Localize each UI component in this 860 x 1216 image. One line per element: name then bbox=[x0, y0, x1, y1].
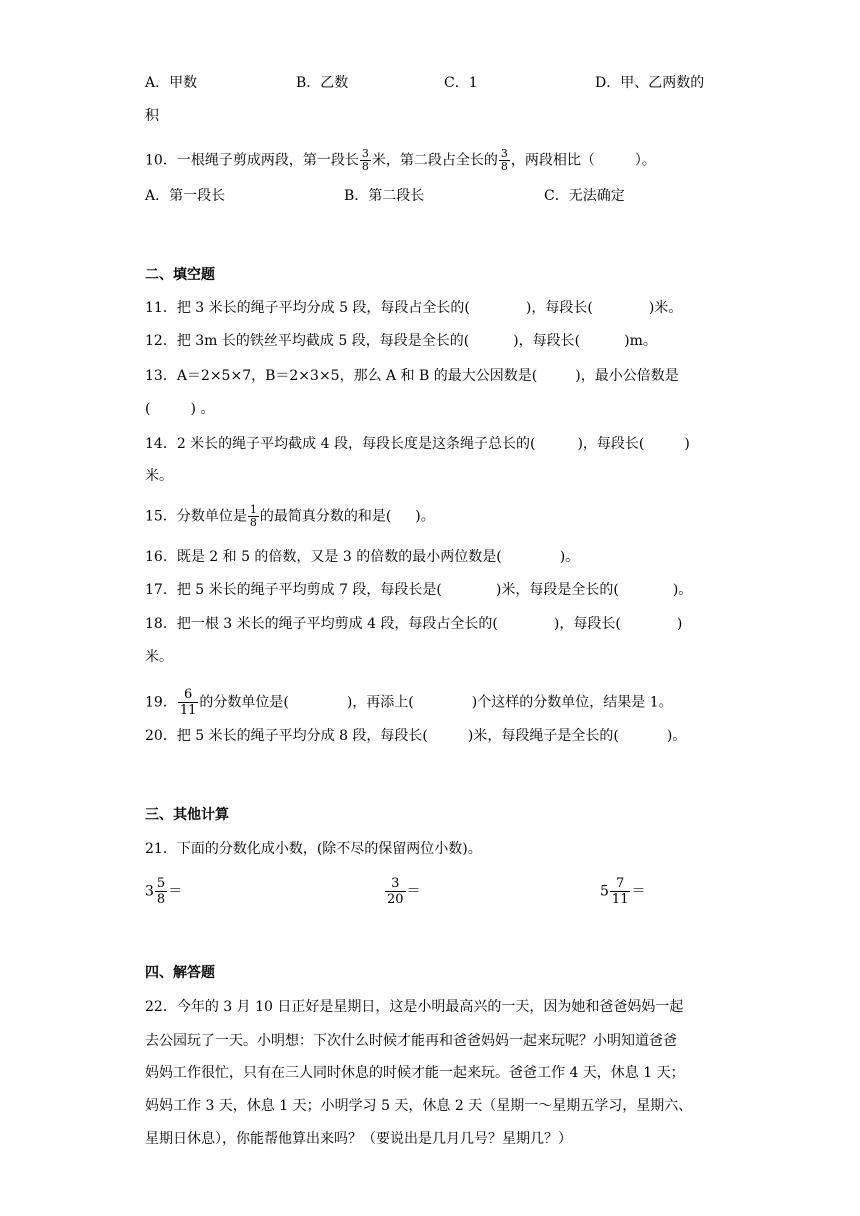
expression-2: $\frac{3}{20}$ ＝ bbox=[387, 876, 421, 907]
question-13: 13．A＝2×5×7，B＝2×3×5，那么 A 和 B 的最大公因数是( )，最小公倍数是 bbox=[145, 368, 679, 384]
fraction: $\frac{1}{8}$ bbox=[249, 503, 257, 529]
section-3-title: 三、其他计算 bbox=[145, 807, 229, 823]
expression-3: 5 $\frac{7}{11}$ ＝ bbox=[600, 876, 646, 907]
question-22-line-5: 星期日休息），你能帮他算出来吗？（要说出是几月几号？星期几？） bbox=[145, 1131, 572, 1147]
question-14-wrap: 米。 bbox=[145, 468, 173, 484]
question-15: 15．分数单位是 $\frac{1}{8}$ 的最简真分数的和是( )。 bbox=[145, 503, 435, 529]
question-21: 21．下面的分数化成小数，(除不尽的保留两位小数)。 bbox=[145, 841, 482, 857]
question-22-line-3: 妈妈工作很忙，只有在三人同时休息的时候才能一起来玩。爸爸工作 4 天，休息 1 天； bbox=[145, 1065, 685, 1081]
fraction: $\frac{3}{8}$ bbox=[500, 147, 508, 173]
question-18: 18．把一根 3 米长的绳子平均剪成 4 段，每段占全长的( )，每段长( ) bbox=[145, 616, 683, 632]
fraction: $\frac{6}{11}$ bbox=[179, 687, 197, 718]
fraction: $\frac{5}{8}$ bbox=[156, 876, 166, 907]
question-17: 17．把 5 米长的绳子平均剪成 7 段，每段长是( )米，每段是全长的( )。 bbox=[145, 582, 693, 598]
question-18-wrap: 米。 bbox=[145, 649, 173, 665]
question-13-wrap: ( ) 。 bbox=[145, 401, 215, 417]
fraction: $\frac{3}{8}$ bbox=[361, 147, 369, 173]
fraction: $\frac{7}{11}$ bbox=[611, 876, 629, 907]
question-22-line-1: 22．今年的 3 月 10 日正好是星期日，这是小明最高兴的一天，因为她和爸爸妈妈一起 bbox=[145, 999, 684, 1015]
q10-option-b: B．第二段长 bbox=[344, 188, 425, 204]
question-11: 11．把 3 米长的绳子平均分成 5 段，每段占全长的( )，每段长( )米。 bbox=[145, 300, 683, 316]
q9-option-c: C．1 bbox=[444, 75, 478, 91]
q9-option-b: B．乙数 bbox=[296, 75, 349, 91]
question-22-line-2: 去公园玩了一天。小明想：下次什么时候才能再和爸爸妈妈一起来玩呢？小明知道爸爸 bbox=[145, 1033, 677, 1049]
question-20: 20．把 5 米长的绳子平均分成 8 段，每段长( )米，每段绳子是全长的( )。 bbox=[145, 728, 687, 744]
question-19: 19． $\frac{6}{11}$ 的分数单位是( )，再添上( )个这样的分数单位，结果是 1。 bbox=[145, 687, 673, 718]
section-4-title: 四、解答题 bbox=[145, 965, 215, 981]
q10-option-a: A．第一段长 bbox=[145, 188, 226, 204]
q9-option-d-wrap: 积 bbox=[145, 108, 159, 124]
question-22-line-4: 妈妈工作 3 天，休息 1 天；小明学习 5 天，休息 2 天（星期一～星期五学习，星期六、 bbox=[145, 1098, 693, 1114]
question-14: 14．2 米长的绳子平均截成 4 段，每段长度是这条绳子总长的( )，每段长( ) bbox=[145, 436, 690, 452]
q10-option-c: C．无法确定 bbox=[544, 188, 625, 204]
question-16: 16．既是 2 和 5 的倍数，又是 3 的倍数的最小两位数是( )。 bbox=[145, 549, 580, 565]
section-2-title: 二、填空题 bbox=[145, 267, 215, 283]
question-12: 12．把 3m 长的铁丝平均截成 5 段，每段是全长的( )，每段长( )m。 bbox=[145, 333, 657, 349]
question-10: 10．一根绳子剪成两段，第一段长 $\frac{3}{8}$ 米，第二段占全长的 $\frac{3}{8}$ ，两段相比（ ）。 bbox=[145, 147, 656, 173]
q9-option-a: A．甲数 bbox=[145, 75, 198, 91]
q9-option-d: D．甲、乙两数的 bbox=[595, 75, 705, 91]
expression-1: 3 $\frac{5}{8}$ ＝ bbox=[145, 876, 183, 907]
fraction: $\frac{3}{20}$ bbox=[387, 876, 404, 907]
